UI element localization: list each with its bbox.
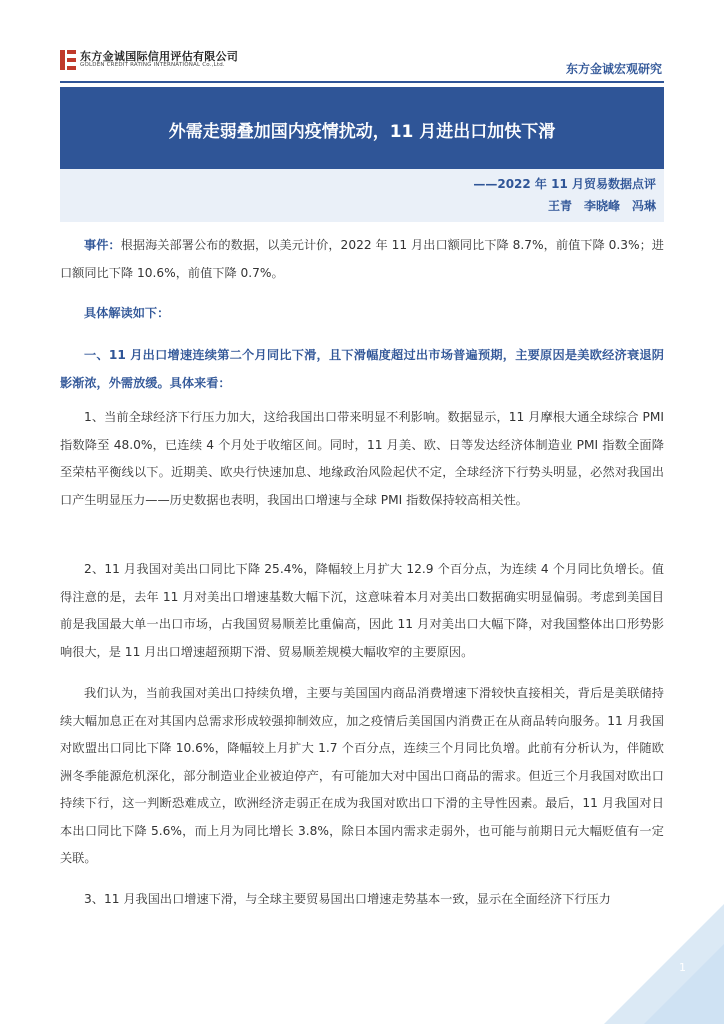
paragraph-1: 1、当前全球经济下行压力加大，这给我国出口带来明显不利影响。数据显示，11 月摩根大通全球综合 PMI 指数降至 48.0%，已连续 4 个月处于收缩区间。同时，11 月美、欧、日等发达经济体制造业 PMI 指数全面降至荣枯平衡线以下。近期美、欧央行快速加息、地缘政治风险起伏不定，全球经济下行势头明显，必然对我国出口产生明显压力——历史数据也表明，我国出口增速与全球 PMI 指数保持较高相关性。 (60, 410, 664, 507)
logo-en-text: GOLDEN CREDIT RATING INTERNATIONAL Co.,Ltd. (80, 62, 225, 68)
report-subtitle: ——2022 年 11 月贸易数据点评 (473, 177, 656, 191)
header-series-label: 东方金诚宏观研究 (565, 62, 662, 76)
event-label: 事件： (84, 238, 121, 252)
event-paragraph (60, 232, 664, 287)
corner-decoration (574, 874, 724, 1024)
intro-heading: 具体解读如下： (84, 306, 170, 320)
paragraph-4: 3、11 月我国出口增速下滑，与全球主要贸易国出口增速走势基本一致，显示在全面经济下行压力 (84, 892, 611, 906)
report-title: 外需走弱叠加国内疫情扰动，11 月进出口加快下滑 (168, 122, 556, 142)
header-divider (60, 81, 664, 83)
event-text: 根据海关部署公布的数据，以美元计价，2022 年 11 月出口额同比下降 8.7%，前值下降 0.3%；进口额同比下降 10.6%，前值下降 0.7%。 (60, 238, 664, 280)
paragraph-3: 我们认为，当前我国对美出口持续负增，主要与美国国内商品消费增速下滑较快直接相关，背后是美联储持续大幅加息正在对其国内总需求形成较强抑制效应，加之疫情后美国国内消费正在从商品转向服务。11 月我国对欧盟出口同比下降 10.6%，降幅较上月扩大 1.7 个百分点，连续三个月同比负增。此前有分析认为，伴随欧洲冬季能源危机深化，部分制造业企业被迫停产，有可能加大对中国出口商品的需求。但近三个月我国对欧出口持续下行，这一判断恐难成立，欧洲经济走弱正在成为我国对欧出口下滑的主导性因素。最后，11 月我国对日本出口同比下降 5.6%，而上月为同比增长 3.8%，除日本国内需求走弱外，也可能与前期日元大幅贬值有一定关联。 (60, 686, 664, 865)
logo-mark-icon (60, 50, 76, 70)
title-banner (60, 87, 664, 169)
subtitle-banner (60, 169, 664, 222)
paragraph-2: 2、11 月我国对美出口同比下降 25.4%，降幅较上月扩大 12.9 个百分点，为连续 4 个月同比负增长。值得注意的是，去年 11 月对美出口增速基数大幅下沉，这意味着本月对美出口数据确实明显偏弱。考虑到美国目前是我国最大单一出口市场，占我国贸易顺差比重偏高，因此 11 月对美出口大幅下降，对我国整体出口形势影响很大，是 11 月出口增速超预期下滑、贸易顺差规模大幅收窄的主要原因。 (60, 562, 664, 659)
company-logo (60, 48, 260, 76)
section-1-heading: 一、11 月出口增速连续第二个月同比下滑，且下滑幅度超过出市场普遍预期，主要原因是美欧经济衰退阴影渐浓，外需放缓。具体来看： (60, 348, 664, 390)
report-authors: 王青 李晓峰 冯琳 (547, 199, 656, 213)
logo-cn-text: 东方金诚国际信用评估有限公司 (80, 50, 239, 63)
page-number: 1 (679, 961, 686, 974)
